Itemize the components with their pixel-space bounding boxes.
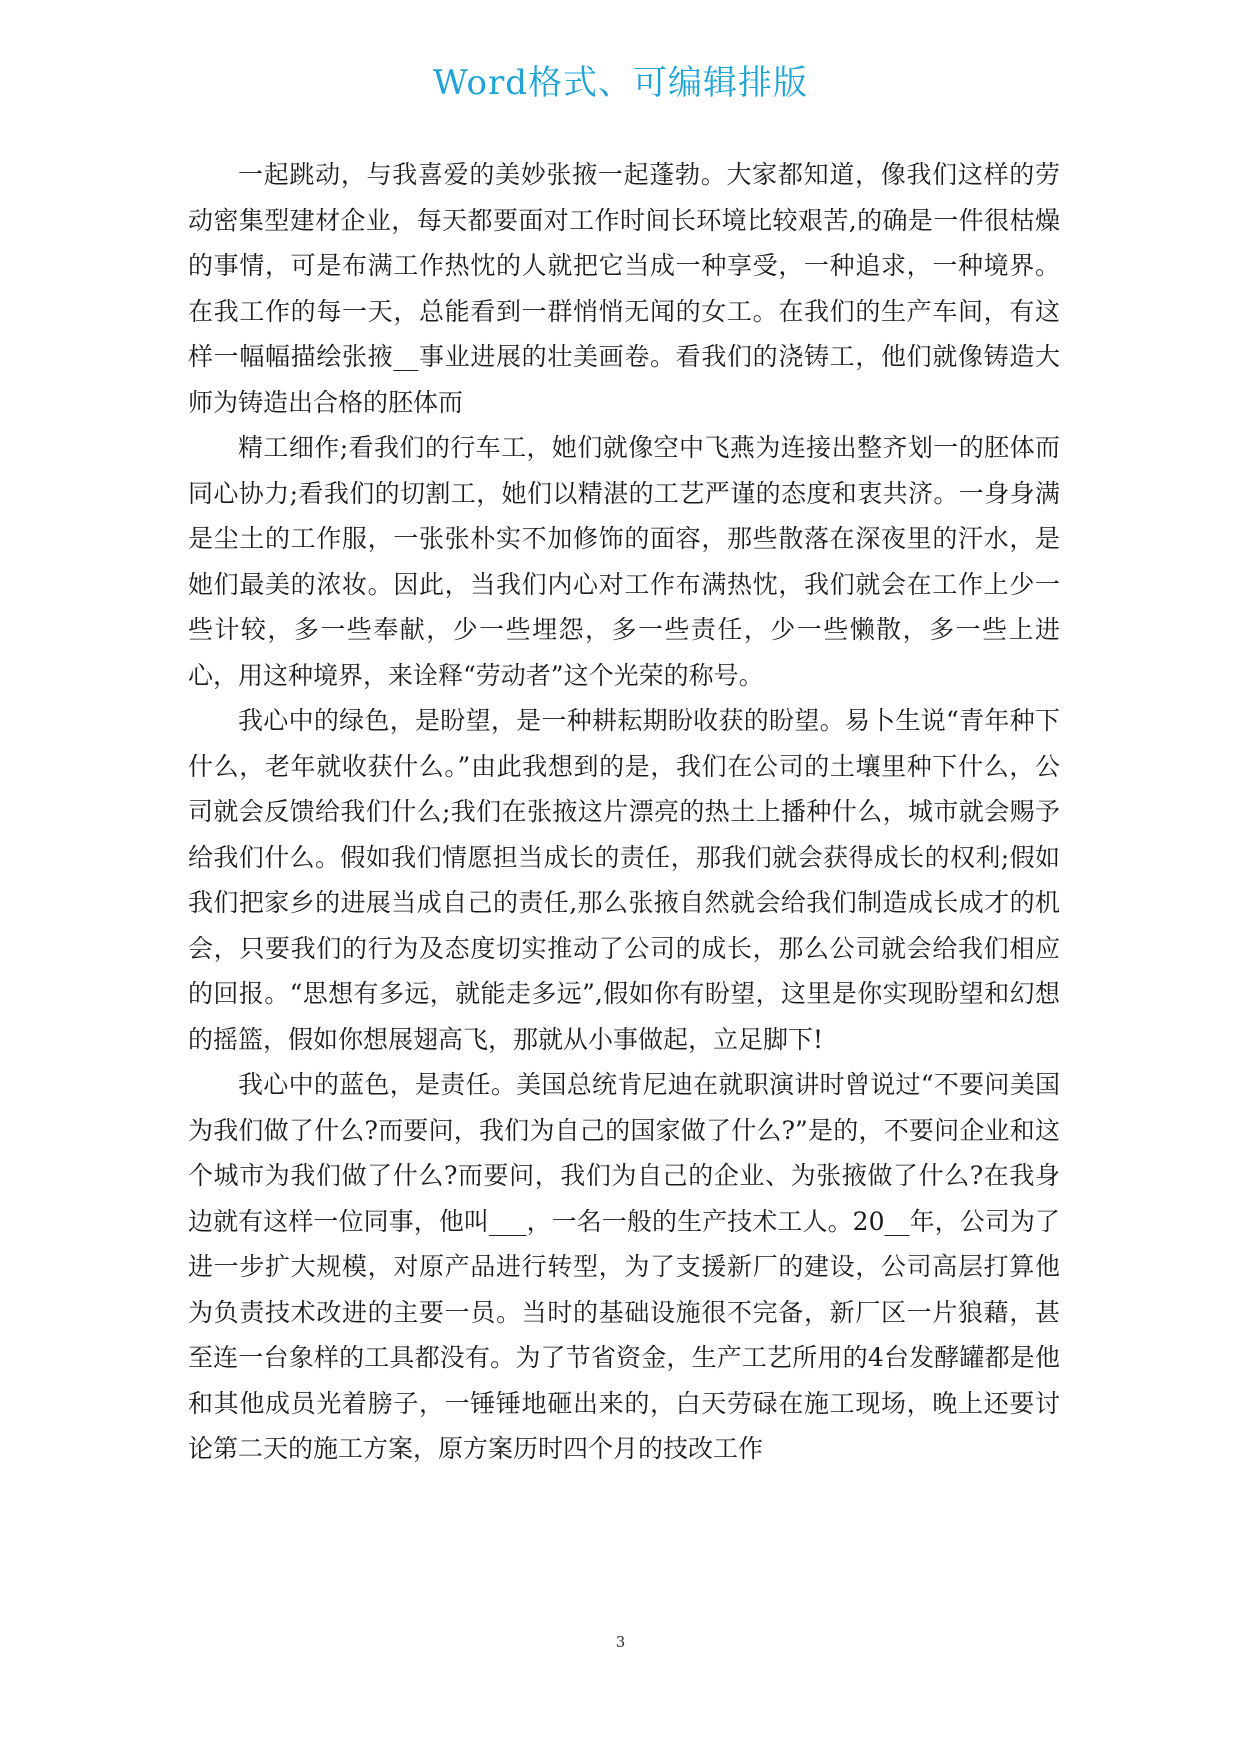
document-body [188, 152, 1060, 1472]
page-number: 3 [615, 1633, 626, 1651]
paragraph-1: 一起跳动，与我喜爱的美妙张掖一起蓬勃。大家都知道，像我们这样的劳动密集型建材企业，每天都要面对工作时间长环境比较艰苦,的确是一件很枯燥的事情，可是布满工作热忱的人就把它当成一种享受，一种追求，一种境界。在我工作的每一天，总能看到一群悄悄无闻的女工。在我们的生产车间，有这样一幅幅描绘张掖__事业进展的壮美画卷。看我们的浇铸工，他们就像铸造大师为铸造出合格的胚体而 [188, 160, 1060, 417]
paragraph-4: 我心中的蓝色，是责任。美国总统肯尼迪在就职演讲时曾说过“不要问美国为我们做了什么?而要问，我们为自己的国家做了什么?”是的，不要问企业和这个城市为我们做了什么?而要问，我们为自己的企业、为张掖做了什么?在我身边就有这样一位同事，他叫___，一名一般的生产技术工人。20__年，公司为了进一步扩大规模，对原产品进行转型，为了支援新厂的建设，公司高层打算他为负责技术改进的主要一员。当时的基础设施很不完备，新厂区一片狼藉，甚至连一台象样的工具都没有。为了节省资金，生产工艺所用的4台发酵罐都是他和其他成员光着膀子，一锤锤地砸出来的，白天劳碌在施工现场，晚上还要讨论第二天的施工方案，原方案历时四个月的技改工作 [188, 1070, 1060, 1463]
paragraph-2: 精工细作;看我们的行车工，她们就像空中飞燕为连接出整齐划一的胚体而同心协力;看我们的切割工，她们以精湛的工艺严谨的态度和衷共济。一身身满是尘土的工作服，一张张朴实不加修饰的面容，那些散落在深夜里的汗水，是她们最美的浓妆。因此，当我们内心对工作布满热忱，我们就会在工作上少一些计较，多一些奉献，少一些埋怨，多一些责任，少一些懒散，多一些上进心，用这种境界，来诠释“劳动者”这个光荣的称号。 [188, 433, 1060, 690]
paragraph-3: 我心中的绿色，是盼望，是一种耕耘期盼收获的盼望。易卜生说“青年种下什么，老年就收获什么。”由此我想到的是，我们在公司的土壤里种下什么，公司就会反馈给我们什么;我们在张掖这片漂亮的热土上播种什么，城市就会赐予给我们什么。假如我们情愿担当成长的责任，那我们就会获得成长的权利;假如我们把家乡的进展当成自己的责任,那么张掖自然就会给我们制造成长成才的机会，只要我们的行为及态度切实推动了公司的成长，那么公司就会给我们相应的回报。“思想有多远，就能走多远”,假如你有盼望，这里是你实现盼望和幻想的摇篮，假如你想展翅高飞，那就从小事做起，立足脚下! [188, 706, 1060, 1054]
page-header-title: Word格式、可编辑排版 [432, 63, 809, 103]
